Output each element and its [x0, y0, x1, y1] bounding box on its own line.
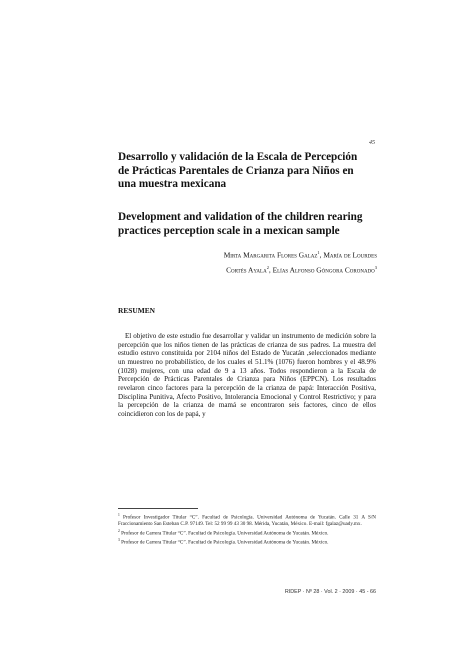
footnote-1	[118, 512, 376, 528]
author-line-1	[150, 247, 377, 262]
footnote-text-1: Profesor Investigador Titular “C”. Facultad de Psicología. Universidad Autónoma de Yucatán. Calle 31 A S/N Fraccionamiento San Esteban C.P. 97149. Tel: 52 99 99 43 30 98. Mérida, Yucatán, México. E-mail: fgalaz@uady.mx.	[118, 514, 376, 528]
author-name-3: , Elías Alfonso Góngora Coronado	[268, 265, 375, 275]
article-title-english: Development and validation of the children rearing practices perception scale in a mexican sample	[118, 211, 363, 237]
journal-footer: RIDEP · Nº 28 · Vol. 2 · 2009 · 45 - 66	[284, 589, 376, 595]
footnote-marker-2: 2	[118, 528, 120, 533]
section-heading-resumen: RESUMEN	[118, 306, 155, 315]
footnote-marker-3: 3	[118, 538, 120, 543]
author-affiliation-marker-3: 3	[374, 265, 377, 271]
author-list	[150, 247, 377, 277]
footnote-text-3: Profesor de Carrera Titular “C”. Facultad de Psicología. Universidad Autónoma de Yucatán. México.	[119, 539, 329, 546]
author-affiliation-marker-2: 2	[266, 265, 269, 271]
footnote-marker-1: 1	[118, 513, 120, 517]
author-name-1: Mirta Margarita Flores Galaz	[223, 250, 318, 260]
author-line-2	[150, 262, 377, 277]
author-affiliation-marker-1: 1	[317, 250, 320, 255]
article-title-spanish: Desarrollo y validación de la Escala de Percepción de Prácticas Parentales de Crianza para Niños en una muestra mexicana	[118, 151, 358, 191]
footnote-text-2: Profesor de Carrera Titular “C”. Facultad de Psicología. Universidad Autónoma de Yucatán. México.	[119, 530, 329, 537]
footnote-divider	[118, 508, 198, 509]
author-name-2-last-part: Cortés Ayala	[226, 265, 267, 275]
footnote-3	[118, 537, 376, 546]
author-name-2-first-part: , María de Lourdes	[319, 250, 377, 260]
abstract-paragraph: El objetivo de este estudio fue desarrollar y validar un instrumento de medición sobre la percepción que los niños tienen de las prácticas de crianza de sus padres. La muestra del estudio estuvo constituida por 2104 niños del Estado de Yucatán ,seleccionados mediante un muestreo no probabilístico, de los cuales el 51.1% (1076) fueron hombres y el 48.9% (1028) mujeres, con una edad de 9 a 13 años. Todos respondieron a la Escala de Percepción de Prácticas Parentales de Crianza para Niños (EPPCN). Los resultados revelaron cinco factores para la percepción de la crianza de papá: Interacción Positiva, Disciplina Punitiva, Afecto Positivo, Intolerancia Emocional y Control Restrictivo; y para la percepción de la crianza de mamá se encontraron seis factores, cinco de ellos coincidieron con los de papá, y	[118, 332, 376, 418]
footnotes	[118, 512, 376, 546]
footnote-2	[118, 528, 376, 537]
page-number: 45	[369, 140, 375, 146]
